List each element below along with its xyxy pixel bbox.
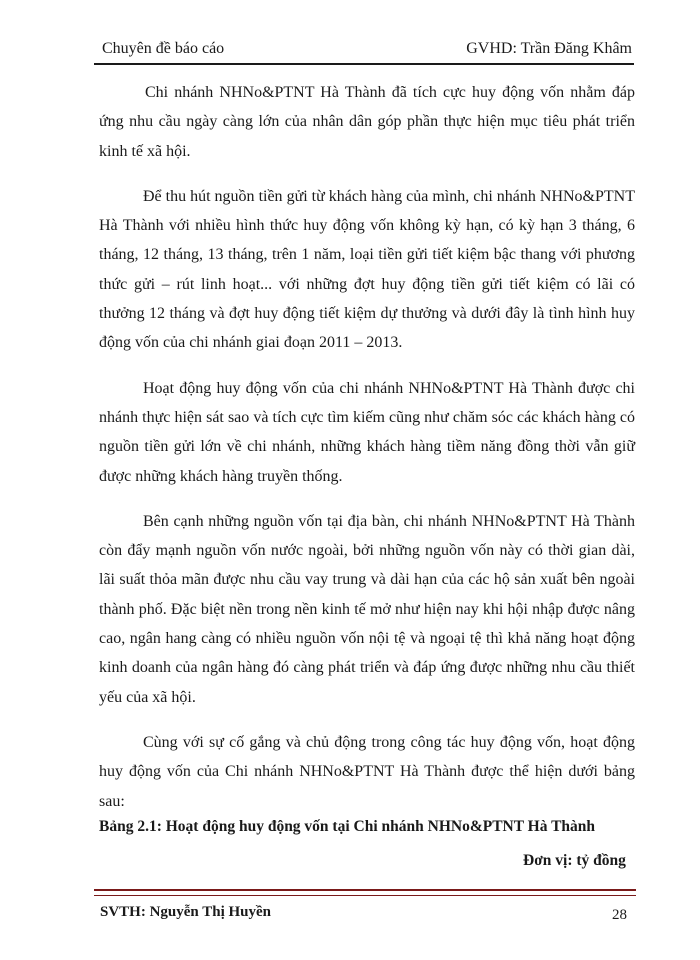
- paragraph-1: Chi nhánh NHNo&PTNT Hà Thành đã tích cực huy động vốn nhằm đáp ứng nhu cầu ngày càng lớn của nhân dân góp phần thực hiện mục tiêu phát triển kinh tế xã hội.: [99, 84, 635, 160]
- page-number: 28: [612, 907, 627, 923]
- table-unit: Đơn vị: tỷ đồng: [523, 852, 626, 869]
- body-text: [99, 78, 635, 832]
- header-report-title: Chuyên đề báo cáo: [102, 40, 225, 57]
- paragraph-2: Để thu hút nguồn tiền gửi từ khách hàng của mình, chi nhánh NHNo&PTNT Hà Thành với nhiều hình thức huy động vốn không kỳ hạn, có kỳ hạn 3 tháng, 6 tháng, 12 tháng, 13 tháng, trên 1 năm, loại tiền gửi tiết kiệm bậc thang với phương thức gửi – rút linh hoạt... với những đợt huy động tiền gửi tiết kiệm có lãi có thưởng 12 tháng và đợt huy động tiết kiệm dự thưởng và dưới đây là tình hình huy động vốn của chi nhánh giai đoạn 2011 – 2013.: [99, 187, 635, 352]
- table-caption: Bảng 2.1: Hoạt động huy động vốn tại Chi nhánh NHNo&PTNT Hà Thành: [99, 818, 596, 835]
- paragraph-4: Bên cạnh những nguồn vốn tại địa bàn, chi nhánh NHNo&PTNT Hà Thành còn đẩy mạnh nguồn vốn nước ngoài, bởi những nguồn vốn này có thời gian dài, lãi suất thỏa mãn được nhu cầu vay trung và dài hạn của các hộ sản xuất bên ngoài thành phố. Đặc biệt nền trong nền kinh tế mở như hiện nay khi hội nhập được nâng cao, ngân hang càng có nhiều nguồn vốn nội tệ và ngoại tệ thì khả năng hoạt động kinh doanh của ngân hàng đó càng phát triển và đáp ứng được những nhu cầu thiết yếu của xã hội.: [99, 512, 635, 706]
- header-divider: [94, 63, 634, 65]
- footer-divider: [94, 889, 636, 896]
- header-supervisor: GVHD: Trần Đăng Khâm: [466, 40, 632, 57]
- paragraph-5: Cùng với sự cố gắng và chủ động trong công tác huy động vốn, hoạt động huy động vốn của Chi nhánh NHNo&PTNT Hà Thành được thể hiện dưới bảng sau:: [99, 733, 635, 810]
- paragraph-3: Hoạt động huy động vốn của chi nhánh NHNo&PTNT Hà Thành được chi nhánh thực hiện sát sao và tích cực tìm kiếm cũng như chăm sóc các khách hàng có nguồn tiền gửi lớn về chi nhánh, những khách hàng tiềm năng đồng thời vẫn giữ được những khách hàng truyền thống.: [99, 379, 635, 485]
- footer-student: SVTH: Nguyễn Thị Huyền: [100, 904, 272, 920]
